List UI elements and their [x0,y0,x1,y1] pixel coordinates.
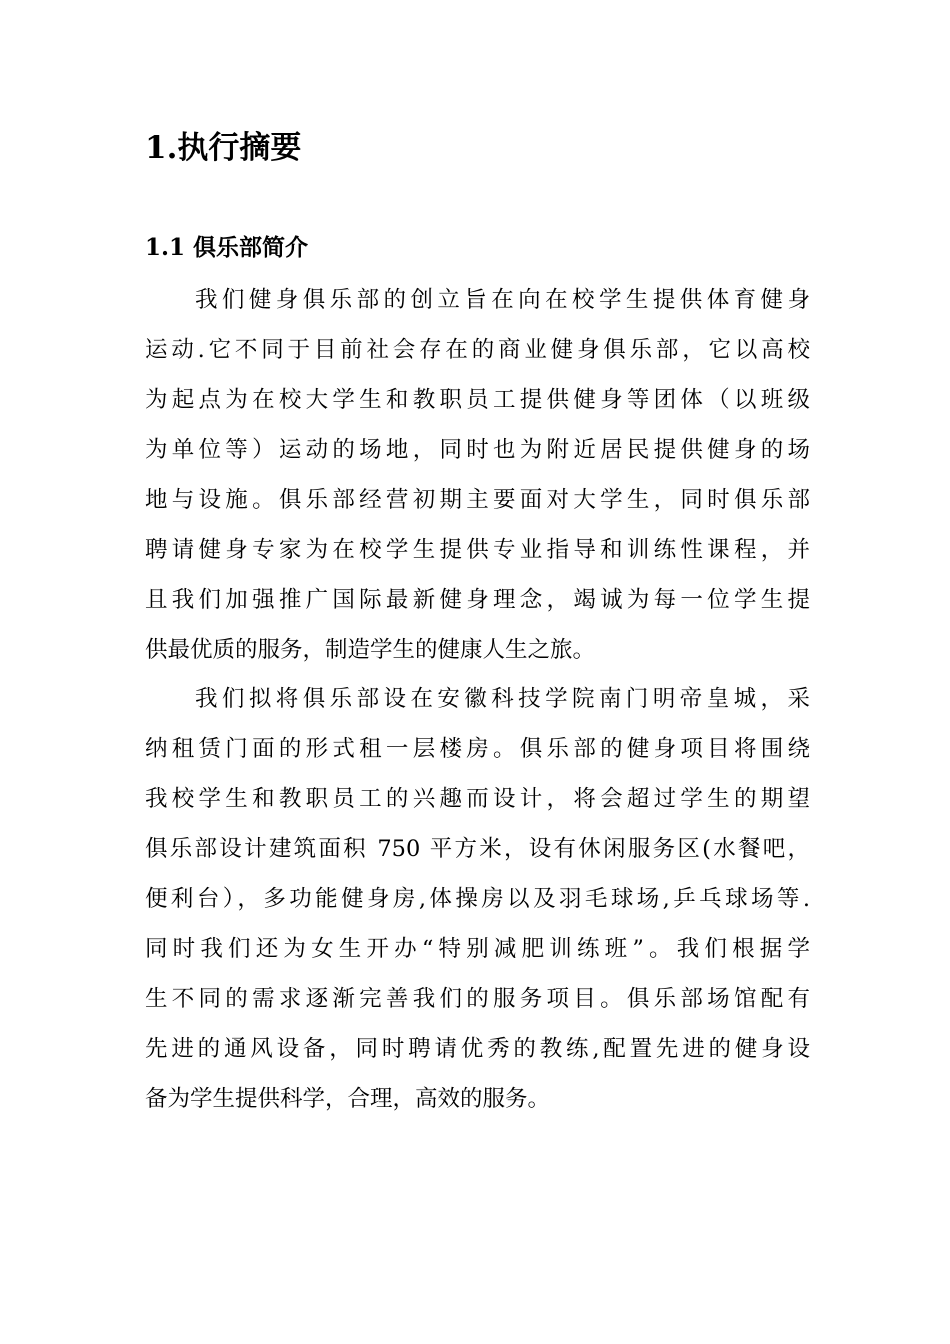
subsection-heading: 1.1 俱乐部简介 [145,234,309,261]
paragraph-line: 同时我们还为女生开办“特别减肥训练班”。我们根据学 [145,936,810,962]
paragraph-line: 便利台），多功能健身房,体操房以及羽毛球场,乒乓球场等. [145,886,810,912]
paragraph-line: 我校学生和教职员工的兴趣而设计，将会超过学生的期望 [145,786,810,812]
paragraph-line: 为单位等）运动的场地，同时也为附近居民提供健身的场 [145,437,810,463]
paragraph-line: 纳租赁门面的形式租一层楼房。俱乐部的健身项目将围绕 [145,736,810,762]
paragraph-club-intro [145,281,810,681]
paragraph-line: 为起点为在校大学生和教职员工提供健身等团体（以班级 [145,387,810,413]
paragraph-line: 聘请健身专家为在校学生提供专业指导和训练性课程，并 [145,537,810,563]
paragraph-line: 地与设施。俱乐部经营初期主要面对大学生，同时俱乐部 [145,487,810,513]
paragraph-line: 供最优质的服务，制造学生的健康人生之旅。 [145,637,596,663]
paragraph-line: 先进的通风设备，同时聘请优秀的教练,配置先进的健身设 [145,1036,810,1062]
paragraph-line: 生不同的需求逐渐完善我们的服务项目。俱乐部场馆配有 [145,986,810,1012]
paragraph-line: 且我们加强推广国际最新健身理念，竭诚为每一位学生提 [145,587,810,613]
paragraph-club-location [145,680,810,1130]
section-heading: 1.执行摘要 [145,130,302,166]
paragraph-line: 备为学生提供科学，合理，高效的服务。 [145,1086,551,1112]
paragraph-line: 运动.它不同于目前社会存在的商业健身俱乐部，它以高校 [145,337,810,363]
paragraph-line: 我们健身俱乐部的创立旨在向在校学生提供体育健身 [195,287,810,313]
paragraph-line: 俱乐部设计建筑面积 750 平方米，设有休闲服务区(水餐吧， [145,836,810,862]
paragraph-line: 我们拟将俱乐部设在安徽科技学院南门明帝皇城，采 [195,686,810,712]
